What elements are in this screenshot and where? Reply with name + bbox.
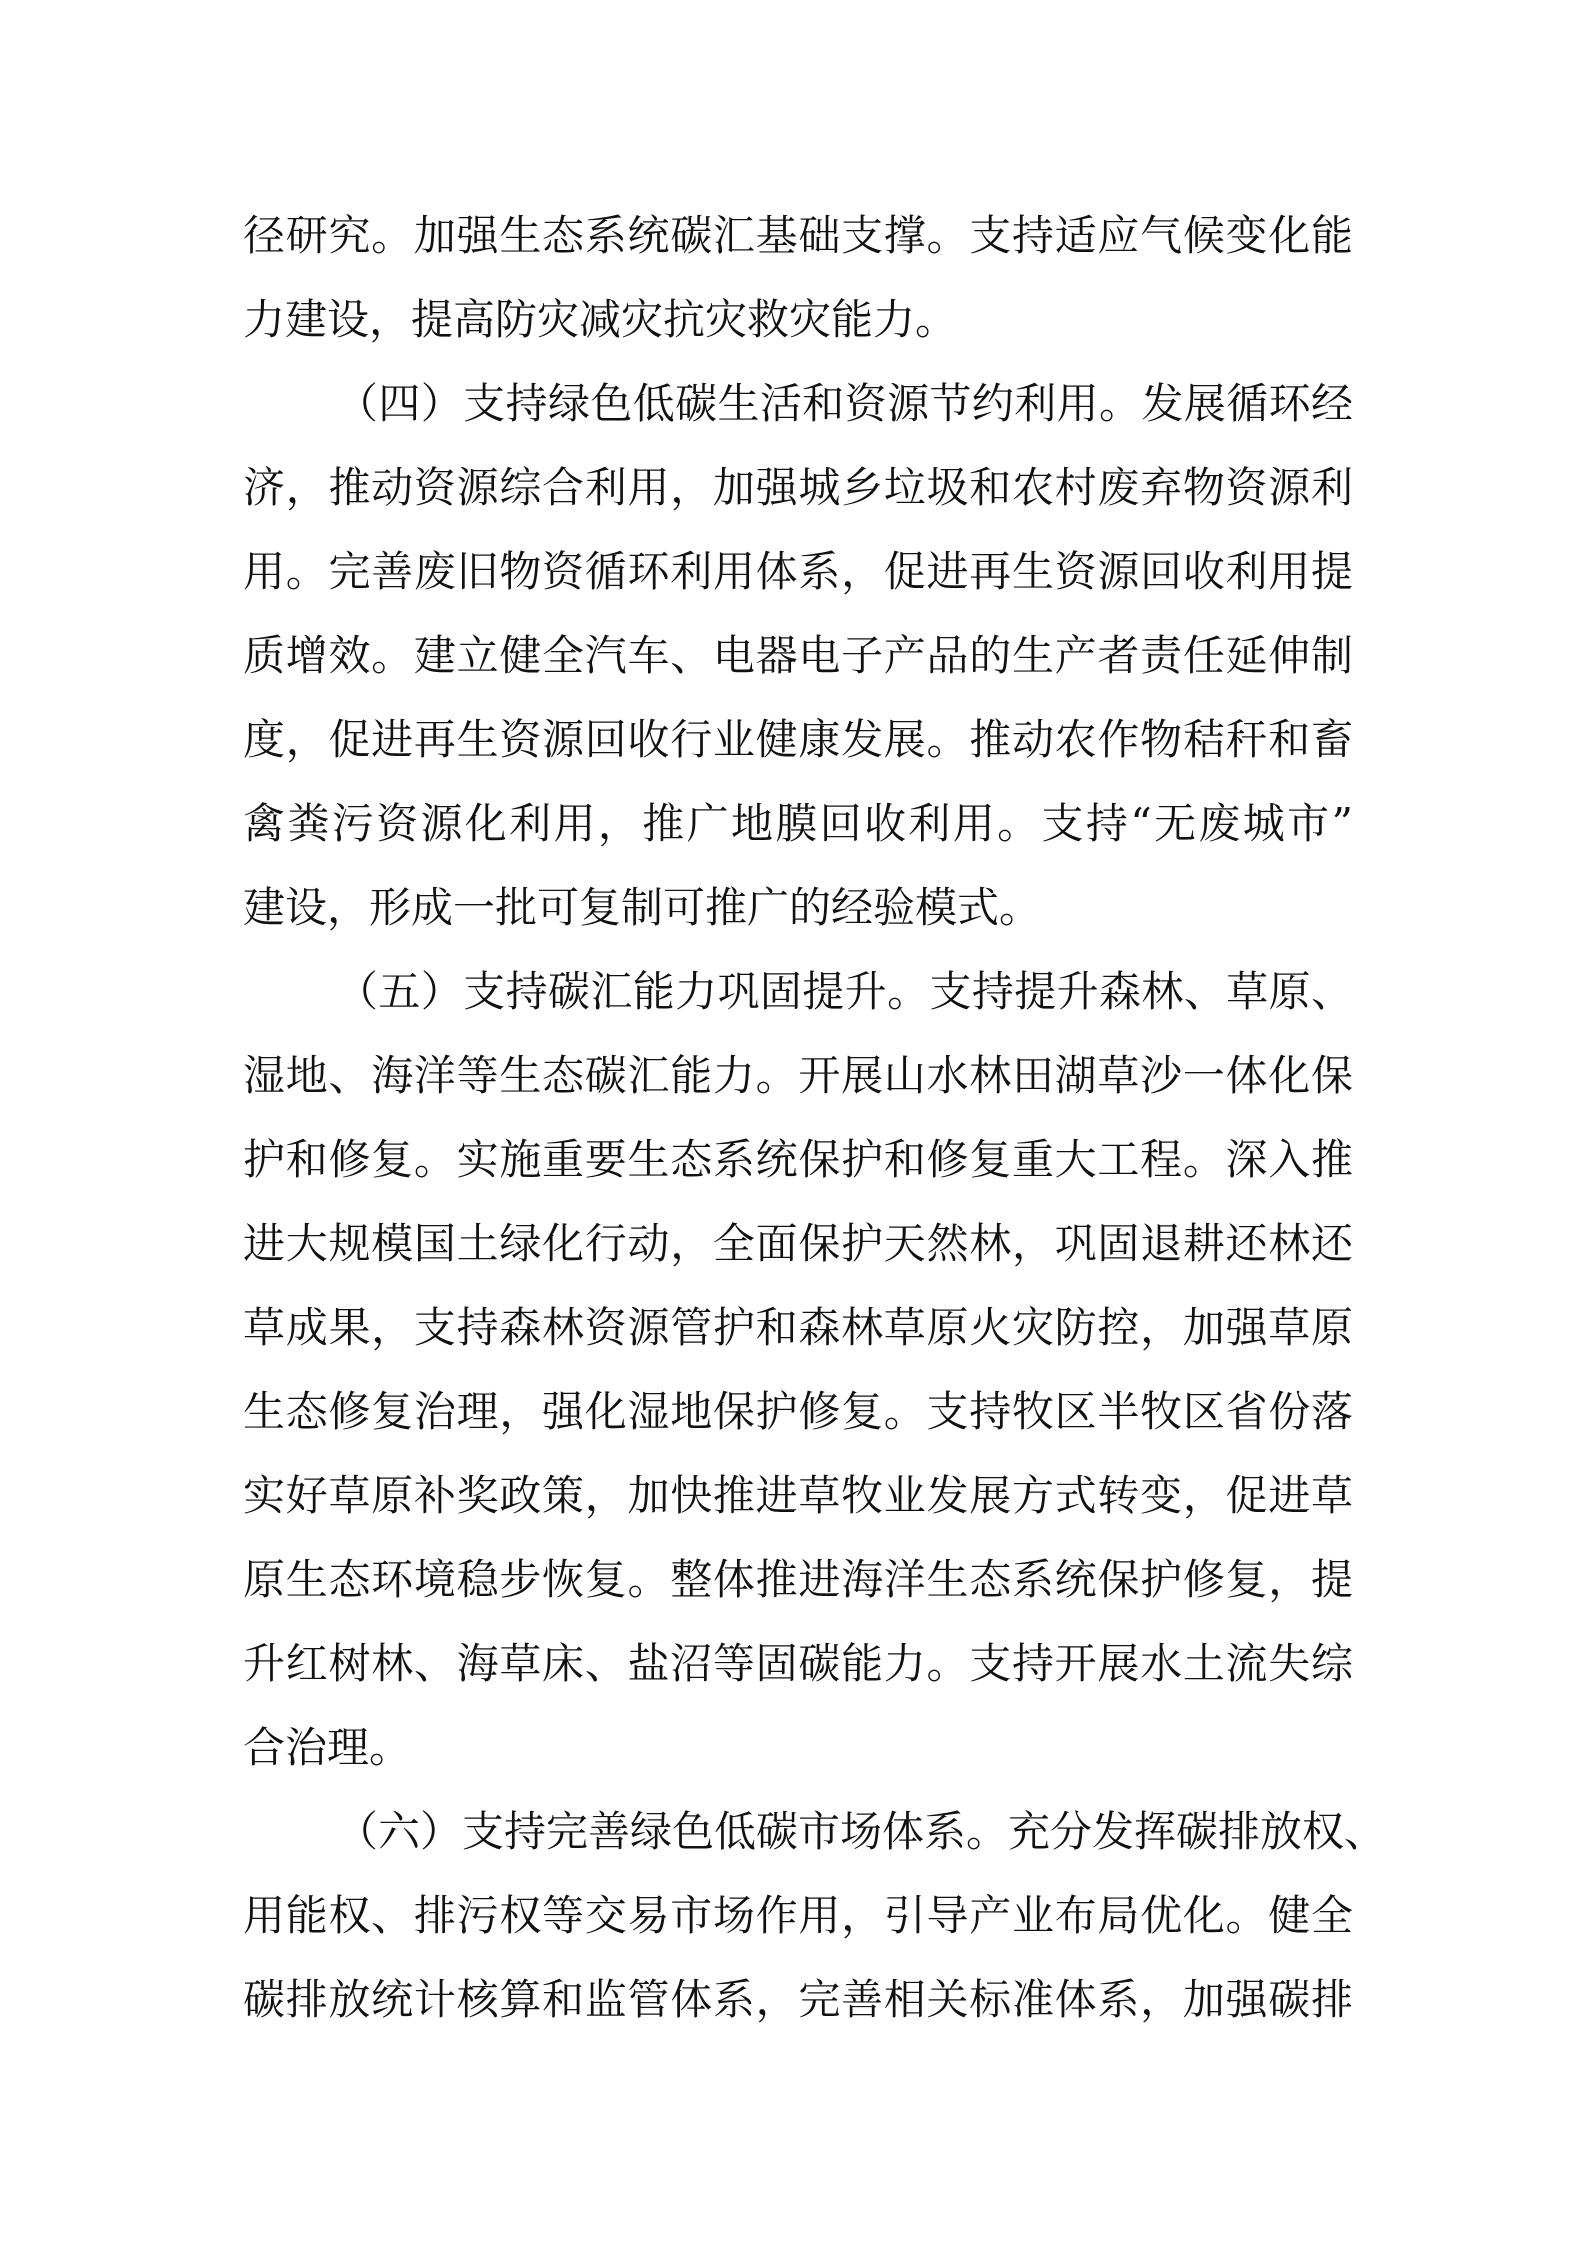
paragraph-heading-line: （五）支持碳汇能力巩固提升。支持提升森林、草原、: [336, 967, 1353, 1016]
text-line: 济，推动资源综合利用，加强城乡垃圾和农村废弃物资源利: [243, 463, 1353, 512]
text-line: 质增效。建立健全汽车、电器电子产品的生产者责任延伸制: [243, 631, 1353, 680]
text-line: 护和修复。实施重要生态系统保护和修复重大工程。深入推: [243, 1135, 1353, 1184]
text-line: 合治理。: [243, 1723, 412, 1772]
text-line: 升红树林、海草床、盐沼等固碳能力。支持开展水土流失综: [243, 1639, 1353, 1688]
paragraph-heading-line: （四）支持绿色低碳生活和资源节约利用。发展循环经: [336, 379, 1353, 428]
text-line: 用能权、排污权等交易市场作用，引导产业布局优化。健全: [243, 1891, 1353, 1940]
text-line: 实好草原补奖政策，加快推进草牧业发展方式转变，促进草: [243, 1471, 1353, 1520]
text-line: 力建设，提高防灾减灾抗灾救灾能力。: [243, 295, 958, 344]
text-line: 径研究。加强生态系统碳汇基础支撑。支持适应气候变化能: [243, 211, 1353, 260]
text-line: 原生态环境稳步恢复。整体推进海洋生态系统保护修复，提: [243, 1555, 1353, 1604]
text-line: 碳排放统计核算和监管体系，完善相关标准体系，加强碳排: [243, 1975, 1353, 2024]
text-line: 进大规模国土绿化行动，全面保护天然林，巩固退耕还林还: [243, 1219, 1353, 1268]
paragraph-heading-line: （六）支持完善绿色低碳市场体系。充分发挥碳排放权、: [336, 1807, 1387, 1856]
text-line: 建设，形成一批可复制可推广的经验模式。: [243, 883, 1042, 932]
text-line: 禽粪污资源化利用，推广地膜回收利用。支持“无废城市”: [243, 799, 1353, 848]
text-line: 草成果，支持森林资源管护和森林草原火灾防控，加强草原: [243, 1303, 1353, 1352]
text-line: 湿地、海洋等生态碳汇能力。开展山水林田湖草沙一体化保: [243, 1051, 1353, 1100]
text-line: 度，促进再生资源回收行业健康发展。推动农作物秸秆和畜: [243, 715, 1353, 764]
text-line: 生态修复治理，强化湿地保护修复。支持牧区半牧区省份落: [243, 1387, 1353, 1436]
text-line: 用。完善废旧物资循环利用体系，促进再生资源回收利用提: [243, 547, 1353, 596]
